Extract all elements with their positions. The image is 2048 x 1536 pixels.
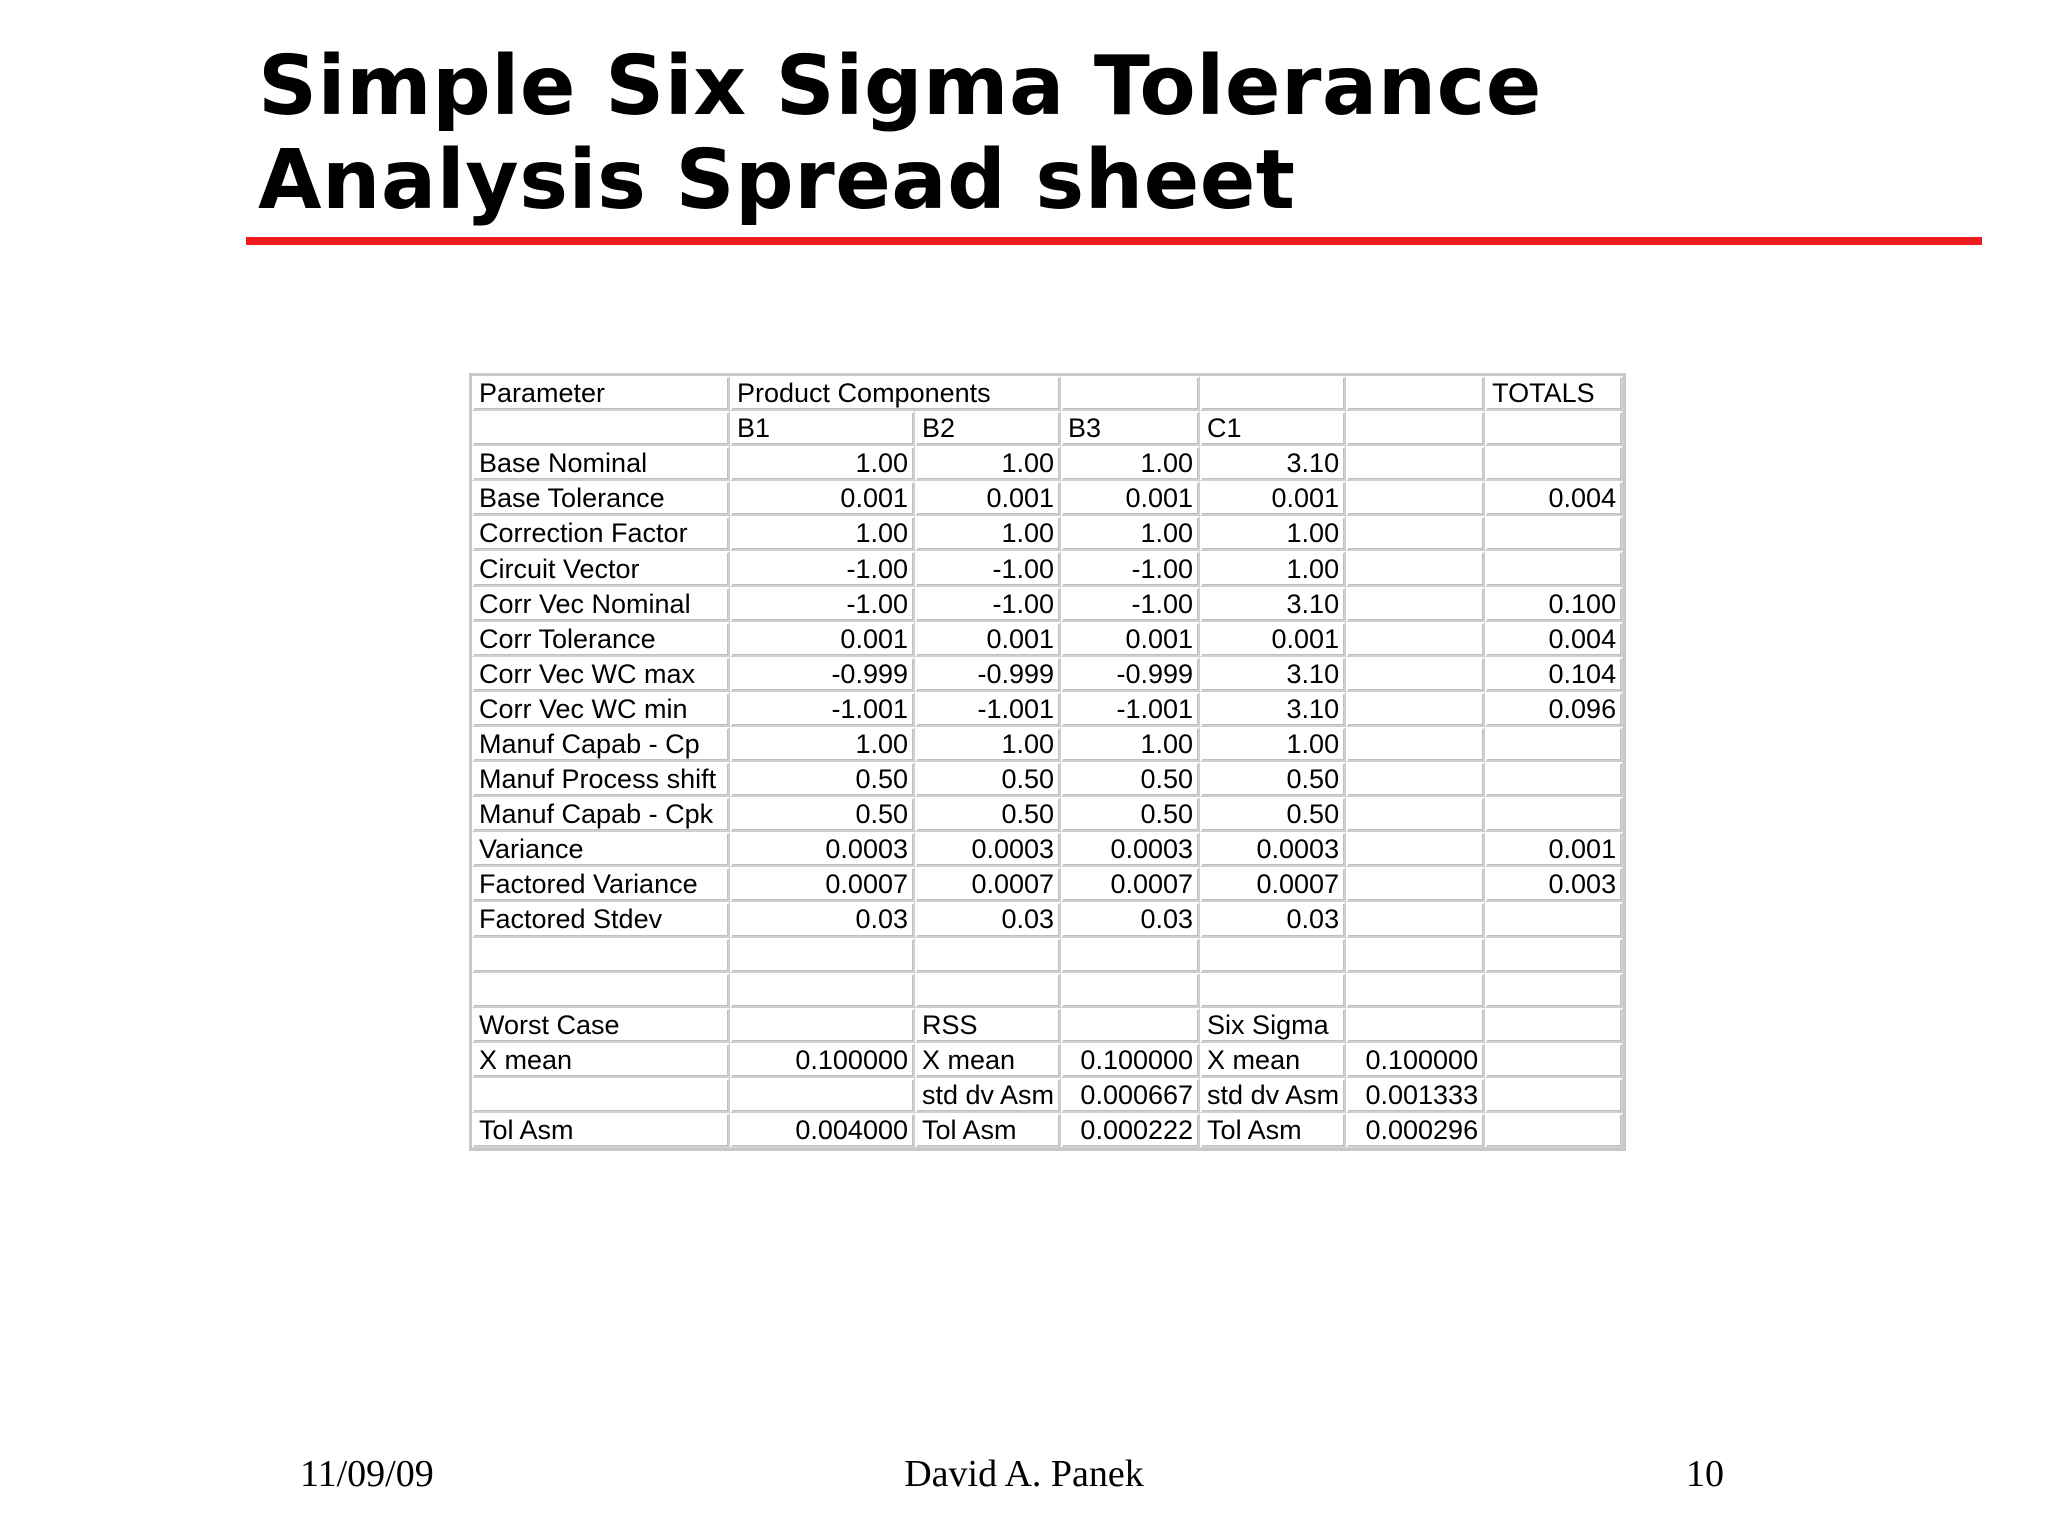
table-cell: 0.004: [1485, 481, 1623, 516]
table-cell: [1346, 902, 1485, 937]
table-row: [472, 797, 1623, 832]
table-cell: [730, 1008, 915, 1043]
table-cell: Tol Asm: [472, 1113, 730, 1148]
table-cell: [1061, 376, 1200, 411]
table-cell: 1.00: [915, 727, 1061, 762]
table-cell: -1.001: [730, 692, 915, 727]
table-cell: [1485, 516, 1623, 551]
table-cell: [1346, 622, 1485, 657]
table-cell: 0.100000: [730, 1043, 915, 1078]
table-cell: 0.0007: [1200, 867, 1346, 902]
footer-date: 11/09/09: [300, 1453, 434, 1495]
table-cell: 0.001: [1200, 481, 1346, 516]
table-cell: 0.03: [915, 902, 1061, 937]
table-cell: 0.000296: [1346, 1113, 1485, 1148]
table-cell: X mean: [915, 1043, 1061, 1078]
table-cell: [1485, 1008, 1623, 1043]
table-cell: [1346, 762, 1485, 797]
table-cell: [1485, 446, 1623, 481]
table-cell: B3: [1061, 411, 1200, 446]
table-row: [472, 516, 1623, 551]
table-cell: -1.00: [1061, 551, 1200, 586]
slide-title-line-2: Analysis Spread sheet: [258, 133, 1296, 228]
table-cell: 0.001333: [1346, 1078, 1485, 1113]
table-cell: -1.00: [730, 551, 915, 586]
table-row: [472, 727, 1623, 762]
table-cell: 0.0007: [915, 867, 1061, 902]
table-cell: [1346, 797, 1485, 832]
table-cell: Six Sigma: [1200, 1008, 1346, 1043]
table-row: [472, 622, 1623, 657]
table-cell: [730, 1078, 915, 1113]
table-cell: 1.00: [1200, 516, 1346, 551]
table-cell: [1061, 1008, 1200, 1043]
table-cell: 0.0007: [730, 867, 915, 902]
table-cell: [1485, 762, 1623, 797]
table-row: [472, 551, 1623, 586]
table-cell: [1485, 938, 1623, 973]
table-cell: 0.100000: [1346, 1043, 1485, 1078]
table-cell: 1.00: [730, 446, 915, 481]
table-row: [472, 938, 1623, 973]
table-cell: Corr Tolerance: [472, 622, 730, 657]
table-cell: 0.0007: [1061, 867, 1200, 902]
table-cell: [472, 411, 730, 446]
table-cell: 0.50: [1061, 797, 1200, 832]
table-cell: 3.10: [1200, 587, 1346, 622]
table-cell: -0.999: [730, 657, 915, 692]
table-row: [472, 587, 1623, 622]
table-row: [472, 1113, 1623, 1148]
table-cell: 0.100000: [1061, 1043, 1200, 1078]
table-row: [472, 692, 1623, 727]
table-cell: Manuf Capab - Cp: [472, 727, 730, 762]
table-row: [472, 1078, 1623, 1113]
table-cell: 0.104: [1485, 657, 1623, 692]
table-row: [472, 832, 1623, 867]
table-row: [472, 446, 1623, 481]
table-cell: 0.001: [1061, 622, 1200, 657]
table-cell: 0.03: [730, 902, 915, 937]
table-row: [472, 411, 1623, 446]
table-cell: Parameter: [472, 376, 730, 411]
table-cell: Product Components: [730, 376, 1061, 411]
title-underline-rule: [246, 237, 1982, 245]
table-cell: -0.999: [1061, 657, 1200, 692]
table-cell: 0.001: [915, 622, 1061, 657]
table-cell: [1200, 938, 1346, 973]
table-cell: [472, 1078, 730, 1113]
table-cell: 0.50: [730, 762, 915, 797]
table-cell: [1346, 938, 1485, 973]
table-cell: Corr Vec WC min: [472, 692, 730, 727]
table-cell: [1346, 446, 1485, 481]
table-cell: 1.00: [915, 516, 1061, 551]
table-cell: Correction Factor: [472, 516, 730, 551]
table-cell: [915, 973, 1061, 1008]
table-cell: [730, 938, 915, 973]
table-cell: 0.0003: [915, 832, 1061, 867]
table-row: [472, 973, 1623, 1008]
table-cell: 0.50: [915, 762, 1061, 797]
table-cell: [1485, 551, 1623, 586]
table-cell: 0.50: [1200, 797, 1346, 832]
table-row: [472, 657, 1623, 692]
table-row: [472, 1043, 1623, 1078]
table-cell: 1.00: [1200, 727, 1346, 762]
table-cell: 1.00: [1061, 516, 1200, 551]
table-cell: Circuit Vector: [472, 551, 730, 586]
table-cell: 1.00: [730, 727, 915, 762]
table-cell: B1: [730, 411, 915, 446]
table-cell: Factored Variance: [472, 867, 730, 902]
table-cell: 0.0003: [1200, 832, 1346, 867]
table-cell: 0.003: [1485, 867, 1623, 902]
footer-author: David A. Panek: [904, 1453, 1144, 1495]
table-cell: X mean: [1200, 1043, 1346, 1078]
table-cell: [1346, 657, 1485, 692]
table-cell: 0.100: [1485, 587, 1623, 622]
table-cell: [1485, 797, 1623, 832]
table-cell: Base Tolerance: [472, 481, 730, 516]
table-cell: C1: [1200, 411, 1346, 446]
table-cell: 0.03: [1200, 902, 1346, 937]
table-cell: 1.00: [1061, 727, 1200, 762]
table-cell: X mean: [472, 1043, 730, 1078]
table-cell: [472, 973, 730, 1008]
table-row: [472, 1008, 1623, 1043]
table-cell: 0.001: [915, 481, 1061, 516]
table-cell: [1200, 376, 1346, 411]
table-cell: -0.999: [915, 657, 1061, 692]
table-cell: [1346, 973, 1485, 1008]
table-cell: 0.03: [1061, 902, 1200, 937]
table-cell: [1346, 411, 1485, 446]
table-cell: [1485, 973, 1623, 1008]
table-cell: [1346, 481, 1485, 516]
table-cell: -1.00: [730, 587, 915, 622]
table-cell: -1.00: [915, 551, 1061, 586]
table-cell: 1.00: [915, 446, 1061, 481]
table-cell: 0.001: [730, 481, 915, 516]
table-cell: Worst Case: [472, 1008, 730, 1043]
table-cell: -1.00: [1061, 587, 1200, 622]
table-cell: 0.001: [1485, 832, 1623, 867]
table-cell: 0.001: [1061, 481, 1200, 516]
table-cell: std dv Asm: [915, 1078, 1061, 1113]
table-cell: -1.00: [915, 587, 1061, 622]
slide-title-line-1: Simple Six Sigma Tolerance: [258, 39, 1542, 134]
table-cell: [1485, 727, 1623, 762]
table-cell: 1.00: [1200, 551, 1346, 586]
table-cell: 0.50: [1061, 762, 1200, 797]
table-cell: Variance: [472, 832, 730, 867]
table-cell: 1.00: [1061, 446, 1200, 481]
table-cell: [1346, 727, 1485, 762]
table-cell: 0.096: [1485, 692, 1623, 727]
table-cell: 0.0003: [730, 832, 915, 867]
table-cell: [1346, 376, 1485, 411]
table-cell: Tol Asm: [915, 1113, 1061, 1148]
table-cell: 3.10: [1200, 446, 1346, 481]
table-cell: 0.001: [1200, 622, 1346, 657]
table-cell: [1485, 1113, 1623, 1148]
table-cell: 0.001: [730, 622, 915, 657]
table-cell: 0.0003: [1061, 832, 1200, 867]
table-cell: [1061, 938, 1200, 973]
slide-title: [258, 40, 1542, 228]
table-cell: Base Nominal: [472, 446, 730, 481]
table-cell: 0.004000: [730, 1113, 915, 1148]
table-cell: B2: [915, 411, 1061, 446]
table-cell: [1346, 587, 1485, 622]
table-cell: [1346, 1008, 1485, 1043]
table-cell: [1485, 411, 1623, 446]
table-cell: Corr Vec Nominal: [472, 587, 730, 622]
table-cell: Factored Stdev: [472, 902, 730, 937]
table-cell: [1200, 973, 1346, 1008]
table-cell: [1346, 832, 1485, 867]
table-cell: Manuf Process shift: [472, 762, 730, 797]
table-cell: Tol Asm: [1200, 1113, 1346, 1148]
table-cell: -1.001: [1061, 692, 1200, 727]
table-row: [472, 867, 1623, 902]
table-cell: Manuf Capab - Cpk: [472, 797, 730, 832]
table-cell: 0.000222: [1061, 1113, 1200, 1148]
table-cell: [1485, 1043, 1623, 1078]
tolerance-spreadsheet: [469, 373, 1626, 1151]
table-cell: 0.50: [730, 797, 915, 832]
table-cell: Corr Vec WC max: [472, 657, 730, 692]
table-cell: -1.001: [915, 692, 1061, 727]
table-row: [472, 902, 1623, 937]
table-cell: RSS: [915, 1008, 1061, 1043]
table-cell: [730, 973, 915, 1008]
table-row: [472, 481, 1623, 516]
table-cell: [1346, 692, 1485, 727]
table-row: [472, 376, 1623, 411]
table-cell: 0.000667: [1061, 1078, 1200, 1113]
table-cell: [1346, 516, 1485, 551]
table-cell: std dv Asm: [1200, 1078, 1346, 1113]
footer-page-number: 10: [1686, 1453, 1724, 1495]
table-cell: 0.004: [1485, 622, 1623, 657]
table-cell: 1.00: [730, 516, 915, 551]
table-cell: [472, 938, 730, 973]
table-cell: [1061, 973, 1200, 1008]
table-cell: TOTALS: [1485, 376, 1623, 411]
table-cell: [1485, 902, 1623, 937]
table-cell: [1346, 551, 1485, 586]
table-cell: 0.50: [1200, 762, 1346, 797]
table-row: [472, 762, 1623, 797]
table-cell: 3.10: [1200, 692, 1346, 727]
table-cell: 0.50: [915, 797, 1061, 832]
table-cell: [915, 938, 1061, 973]
table-cell: [1346, 867, 1485, 902]
table-cell: [1485, 1078, 1623, 1113]
table-cell: 3.10: [1200, 657, 1346, 692]
